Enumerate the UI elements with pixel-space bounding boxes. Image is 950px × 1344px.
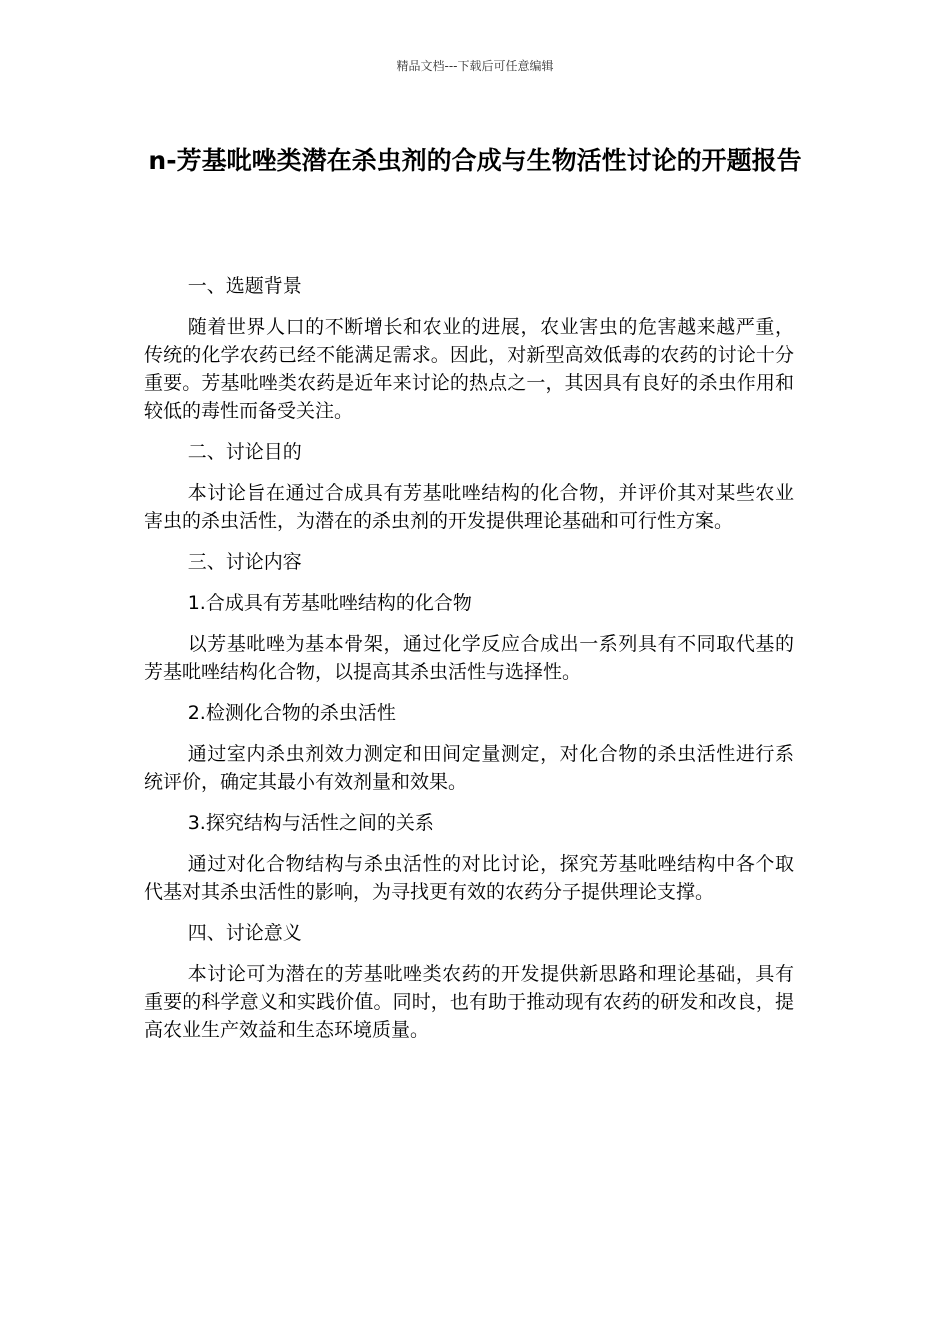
section-heading-background: 一、选题背景 (187, 275, 302, 297)
subheading-structure-activity: 3.探究结构与活性之间的关系 (187, 812, 434, 834)
paragraph-background: 随着世界人口的不断增长和农业的进展，农业害虫的危害越来越严重，传统的化学农药已经不能满足需求。因此，对新型高效低毒的农药的讨论十分重要。芳基吡唑类农药是近年来讨论的热点之一，其因具有良好的杀虫作用和较低的毒性而备受关注。 (144, 316, 794, 422)
paragraph-synthesis: 以芳基吡唑为基本骨架，通过化学反应合成出一系列具有不同取代基的芳基吡唑结构化合物，以提高其杀虫活性与选择性。 (144, 633, 794, 683)
header-note: 精品文档---下载后可任意编辑 (396, 59, 554, 73)
document-body (144, 272, 794, 1057)
subheading-activity-test: 2.检测化合物的杀虫活性 (187, 702, 396, 724)
section-heading-content: 三、讨论内容 (187, 551, 302, 573)
paragraph-significance: 本讨论可为潜在的芳基吡唑类农药的开发提供新思路和理论基础，具有重要的科学意义和实践价值。同时，也有助于推动现有农药的研发和改良，提高农业生产效益和生态环境质量。 (144, 963, 794, 1041)
document-title: n-芳基吡唑类潜在杀虫剂的合成与生物活性讨论的开题报告 (148, 146, 802, 175)
paragraph-activity-test: 通过室内杀虫剂效力测定和田间定量测定，对化合物的杀虫活性进行系统评价，确定其最小有效剂量和效果。 (144, 743, 794, 793)
section-heading-purpose: 二、讨论目的 (187, 441, 302, 463)
paragraph-purpose: 本讨论旨在通过合成具有芳基吡唑结构的化合物，并评价其对某些农业害虫的杀虫活性，为潜在的杀虫剂的开发提供理论基础和可行性方案。 (144, 482, 794, 532)
paragraph-structure-activity: 通过对化合物结构与杀虫活性的对比讨论，探究芳基吡唑结构中各个取代基对其杀虫活性的影响，为寻找更有效的农药分子提供理论支撑。 (144, 853, 794, 903)
section-heading-significance: 四、讨论意义 (187, 922, 302, 944)
subheading-synthesis: 1.合成具有芳基吡唑结构的化合物 (187, 592, 472, 614)
